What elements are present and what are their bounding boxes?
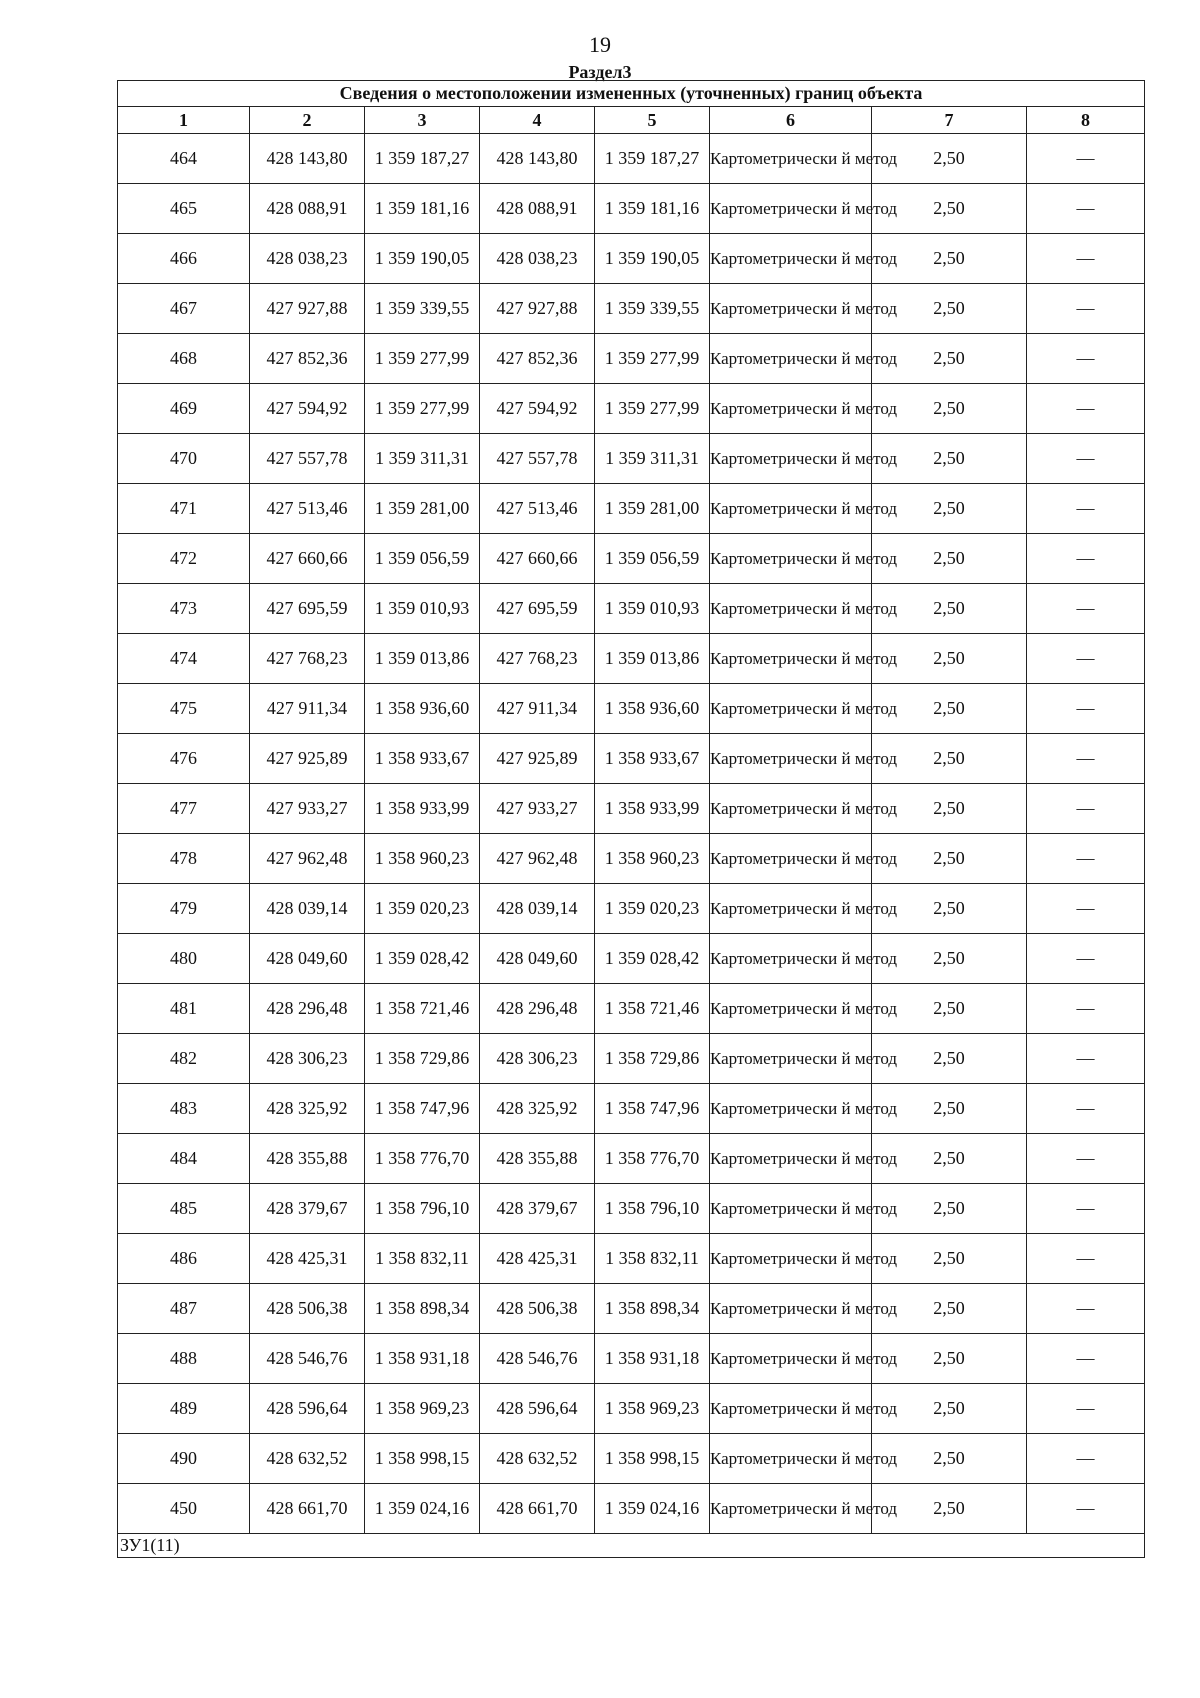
cell-description: — <box>1027 384 1145 434</box>
cell-x-new: 427 933,27 <box>480 784 595 834</box>
cell-y-existing: 1 358 721,46 <box>365 984 480 1034</box>
column-number-1: 1 <box>118 107 250 134</box>
cell-precision: 2,50 <box>872 734 1027 784</box>
cell-y-new: 1 358 936,60 <box>595 684 710 734</box>
cell-y-new: 1 358 933,99 <box>595 784 710 834</box>
cell-y-existing: 1 358 960,23 <box>365 834 480 884</box>
cell-precision: 2,50 <box>872 1384 1027 1434</box>
cell-method: Картометрически й метод <box>710 884 872 934</box>
cell-precision: 2,50 <box>872 434 1027 484</box>
cell-precision: 2,50 <box>872 584 1027 634</box>
cell-point-number: 470 <box>118 434 250 484</box>
cell-precision: 2,50 <box>872 784 1027 834</box>
cell-method: Картометрически й метод <box>710 134 872 184</box>
table-row <box>118 1234 1145 1284</box>
cell-y-new: 1 358 721,46 <box>595 984 710 1034</box>
cell-x-existing: 428 596,64 <box>250 1384 365 1434</box>
column-number-6: 6 <box>710 107 872 134</box>
cell-point-number: 476 <box>118 734 250 784</box>
cell-description: — <box>1027 1134 1145 1184</box>
cell-description: — <box>1027 434 1145 484</box>
cell-y-existing: 1 359 028,42 <box>365 934 480 984</box>
column-number-2: 2 <box>250 107 365 134</box>
cell-y-existing: 1 359 010,93 <box>365 584 480 634</box>
cell-y-existing: 1 358 936,60 <box>365 684 480 734</box>
cell-y-new: 1 359 024,16 <box>595 1484 710 1534</box>
cell-x-new: 427 925,89 <box>480 734 595 784</box>
cell-x-existing: 427 962,48 <box>250 834 365 884</box>
cell-y-new: 1 359 281,00 <box>595 484 710 534</box>
cell-description: — <box>1027 984 1145 1034</box>
cell-point-number: 465 <box>118 184 250 234</box>
cell-method: Картометрически й метод <box>710 1234 872 1284</box>
cell-x-new: 428 049,60 <box>480 934 595 984</box>
cell-precision: 2,50 <box>872 1084 1027 1134</box>
cell-x-new: 428 296,48 <box>480 984 595 1034</box>
cell-description: — <box>1027 884 1145 934</box>
cell-y-existing: 1 359 190,05 <box>365 234 480 284</box>
cell-x-new: 427 513,46 <box>480 484 595 534</box>
cell-x-existing: 427 852,36 <box>250 334 365 384</box>
cell-y-new: 1 359 190,05 <box>595 234 710 284</box>
cell-x-new: 428 039,14 <box>480 884 595 934</box>
cell-description: — <box>1027 1184 1145 1234</box>
cell-description: — <box>1027 1434 1145 1484</box>
cell-point-number: 474 <box>118 634 250 684</box>
cell-method: Картометрически й метод <box>710 834 872 884</box>
cell-precision: 2,50 <box>872 1034 1027 1084</box>
cell-method: Картометрически й метод <box>710 1184 872 1234</box>
cell-x-new: 427 557,78 <box>480 434 595 484</box>
cell-point-number: 468 <box>118 334 250 384</box>
cell-point-number: 478 <box>118 834 250 884</box>
cell-y-new: 1 359 187,27 <box>595 134 710 184</box>
cell-x-existing: 427 927,88 <box>250 284 365 334</box>
cell-y-new: 1 358 776,70 <box>595 1134 710 1184</box>
cell-point-number: 488 <box>118 1334 250 1384</box>
cell-x-new: 427 594,92 <box>480 384 595 434</box>
table-row <box>118 134 1145 184</box>
cell-y-existing: 1 359 277,99 <box>365 334 480 384</box>
cell-y-new: 1 358 931,18 <box>595 1334 710 1384</box>
cell-precision: 2,50 <box>872 684 1027 734</box>
cell-description: — <box>1027 534 1145 584</box>
cell-y-existing: 1 358 969,23 <box>365 1384 480 1434</box>
cell-point-number: 466 <box>118 234 250 284</box>
cell-method: Картометрически й метод <box>710 334 872 384</box>
cell-point-number: 469 <box>118 384 250 434</box>
cell-point-number: 477 <box>118 784 250 834</box>
table-row <box>118 434 1145 484</box>
column-number-3: 3 <box>365 107 480 134</box>
cell-y-new: 1 358 933,67 <box>595 734 710 784</box>
cell-y-existing: 1 359 013,86 <box>365 634 480 684</box>
cell-point-number: 482 <box>118 1034 250 1084</box>
cell-method: Картометрически й метод <box>710 534 872 584</box>
cell-y-new: 1 359 277,99 <box>595 334 710 384</box>
cell-description: — <box>1027 1034 1145 1084</box>
cell-point-number: 471 <box>118 484 250 534</box>
cell-point-number: 450 <box>118 1484 250 1534</box>
cell-y-new: 1 359 311,31 <box>595 434 710 484</box>
cell-y-new: 1 359 013,86 <box>595 634 710 684</box>
table-row <box>118 1034 1145 1084</box>
cell-description: — <box>1027 684 1145 734</box>
cell-method: Картометрически й метод <box>710 484 872 534</box>
cell-x-new: 428 425,31 <box>480 1234 595 1284</box>
cell-method: Картометрически й метод <box>710 434 872 484</box>
table-row <box>118 584 1145 634</box>
cell-precision: 2,50 <box>872 934 1027 984</box>
cell-point-number: 484 <box>118 1134 250 1184</box>
cell-x-new: 428 546,76 <box>480 1334 595 1384</box>
page-number: 19 <box>589 32 611 57</box>
cell-x-new: 427 927,88 <box>480 284 595 334</box>
table-row <box>118 1434 1145 1484</box>
cell-y-new: 1 359 020,23 <box>595 884 710 934</box>
cell-method: Картометрически й метод <box>710 1334 872 1384</box>
cell-y-existing: 1 359 311,31 <box>365 434 480 484</box>
cell-x-new: 427 768,23 <box>480 634 595 684</box>
cell-y-existing: 1 358 998,15 <box>365 1434 480 1484</box>
cell-point-number: 480 <box>118 934 250 984</box>
cell-precision: 2,50 <box>872 1484 1027 1534</box>
section-title: Раздел3 <box>568 62 632 82</box>
table-row <box>118 184 1145 234</box>
cell-x-new: 428 143,80 <box>480 134 595 184</box>
cell-y-existing: 1 359 339,55 <box>365 284 480 334</box>
column-number-row <box>118 107 1145 134</box>
cell-description: — <box>1027 1234 1145 1284</box>
cell-point-number: 485 <box>118 1184 250 1234</box>
cell-method: Картометрически й метод <box>710 1084 872 1134</box>
cell-method: Картометрически й метод <box>710 1484 872 1534</box>
cell-y-new: 1 358 747,96 <box>595 1084 710 1134</box>
cell-precision: 2,50 <box>872 1234 1027 1284</box>
table-row <box>118 1334 1145 1384</box>
table-caption: Сведения о местоположении измененных (уточненных) границ объекта <box>118 81 1145 107</box>
table-row <box>118 334 1145 384</box>
cell-y-existing: 1 358 796,10 <box>365 1184 480 1234</box>
cell-y-new: 1 358 832,11 <box>595 1234 710 1284</box>
cell-y-new: 1 359 277,99 <box>595 384 710 434</box>
cell-description: — <box>1027 1284 1145 1334</box>
cell-y-new: 1 359 181,16 <box>595 184 710 234</box>
cell-y-existing: 1 358 747,96 <box>365 1084 480 1134</box>
cell-x-existing: 427 911,34 <box>250 684 365 734</box>
cell-x-new: 427 962,48 <box>480 834 595 884</box>
cell-y-new: 1 358 898,34 <box>595 1284 710 1334</box>
cell-precision: 2,50 <box>872 884 1027 934</box>
cell-x-new: 428 596,64 <box>480 1384 595 1434</box>
table-row <box>118 884 1145 934</box>
cell-x-existing: 428 632,52 <box>250 1434 365 1484</box>
table-row <box>118 1134 1145 1184</box>
cell-y-new: 1 358 969,23 <box>595 1384 710 1434</box>
cell-description: — <box>1027 634 1145 684</box>
table-row <box>118 1284 1145 1334</box>
cell-x-existing: 428 546,76 <box>250 1334 365 1384</box>
cell-y-new: 1 358 796,10 <box>595 1184 710 1234</box>
cell-description: — <box>1027 584 1145 634</box>
cell-x-existing: 428 049,60 <box>250 934 365 984</box>
cell-method: Картометрически й метод <box>710 984 872 1034</box>
cell-description: — <box>1027 1484 1145 1534</box>
table-row <box>118 1384 1145 1434</box>
cell-precision: 2,50 <box>872 234 1027 284</box>
cell-point-number: 487 <box>118 1284 250 1334</box>
cell-y-existing: 1 359 181,16 <box>365 184 480 234</box>
cell-x-existing: 428 379,67 <box>250 1184 365 1234</box>
cell-description: — <box>1027 784 1145 834</box>
cell-method: Картометрически й метод <box>710 1384 872 1434</box>
table-footer: ЗУ1(11) <box>118 1534 1145 1558</box>
column-number-7: 7 <box>872 107 1027 134</box>
cell-precision: 2,50 <box>872 484 1027 534</box>
cell-method: Картометрически й метод <box>710 934 872 984</box>
cell-point-number: 467 <box>118 284 250 334</box>
cell-precision: 2,50 <box>872 834 1027 884</box>
cell-y-existing: 1 359 281,00 <box>365 484 480 534</box>
cell-x-new: 428 355,88 <box>480 1134 595 1184</box>
cell-description: — <box>1027 134 1145 184</box>
cell-x-existing: 428 325,92 <box>250 1084 365 1134</box>
cell-y-new: 1 359 028,42 <box>595 934 710 984</box>
cell-method: Картометрически й метод <box>710 284 872 334</box>
cell-description: — <box>1027 284 1145 334</box>
cell-point-number: 486 <box>118 1234 250 1284</box>
cell-method: Картометрически й метод <box>710 234 872 284</box>
cell-x-new: 427 911,34 <box>480 684 595 734</box>
cell-method: Картометрически й метод <box>710 684 872 734</box>
cell-x-new: 427 852,36 <box>480 334 595 384</box>
cell-method: Картометрически й метод <box>710 1134 872 1184</box>
cell-y-existing: 1 359 277,99 <box>365 384 480 434</box>
cell-point-number: 490 <box>118 1434 250 1484</box>
cell-x-existing: 428 038,23 <box>250 234 365 284</box>
cell-x-existing: 428 296,48 <box>250 984 365 1034</box>
cell-description: — <box>1027 1084 1145 1134</box>
cell-x-existing: 428 425,31 <box>250 1234 365 1284</box>
cell-precision: 2,50 <box>872 1434 1027 1484</box>
cell-y-new: 1 358 729,86 <box>595 1034 710 1084</box>
cell-description: — <box>1027 234 1145 284</box>
cell-y-existing: 1 359 020,23 <box>365 884 480 934</box>
cell-y-existing: 1 359 056,59 <box>365 534 480 584</box>
cell-description: — <box>1027 484 1145 534</box>
table-row <box>118 1184 1145 1234</box>
column-number-5: 5 <box>595 107 710 134</box>
cell-x-new: 427 660,66 <box>480 534 595 584</box>
table-row <box>118 834 1145 884</box>
cell-point-number: 473 <box>118 584 250 634</box>
cell-description: — <box>1027 834 1145 884</box>
cell-x-existing: 428 355,88 <box>250 1134 365 1184</box>
table-row <box>118 384 1145 434</box>
cell-method: Картометрически й метод <box>710 1284 872 1334</box>
cell-y-existing: 1 358 933,99 <box>365 784 480 834</box>
cell-method: Картометрически й метод <box>710 1034 872 1084</box>
cell-description: — <box>1027 184 1145 234</box>
cell-x-existing: 427 695,59 <box>250 584 365 634</box>
cell-method: Картометрически й метод <box>710 634 872 684</box>
column-number-8: 8 <box>1027 107 1145 134</box>
cell-precision: 2,50 <box>872 634 1027 684</box>
cell-y-new: 1 358 960,23 <box>595 834 710 884</box>
cell-x-new: 428 325,92 <box>480 1084 595 1134</box>
cell-description: — <box>1027 934 1145 984</box>
cell-y-existing: 1 359 024,16 <box>365 1484 480 1534</box>
cell-precision: 2,50 <box>872 984 1027 1034</box>
cell-y-existing: 1 358 933,67 <box>365 734 480 784</box>
cell-method: Картометрически й метод <box>710 734 872 784</box>
cell-x-new: 428 306,23 <box>480 1034 595 1084</box>
cell-y-existing: 1 358 776,70 <box>365 1134 480 1184</box>
cell-y-new: 1 359 056,59 <box>595 534 710 584</box>
cell-precision: 2,50 <box>872 334 1027 384</box>
cell-method: Картометрически й метод <box>710 184 872 234</box>
table-row <box>118 284 1145 334</box>
table-row <box>118 934 1145 984</box>
cell-x-existing: 428 306,23 <box>250 1034 365 1084</box>
cell-precision: 2,50 <box>872 1134 1027 1184</box>
table-row <box>118 734 1145 784</box>
cell-x-existing: 428 661,70 <box>250 1484 365 1534</box>
cell-x-existing: 427 660,66 <box>250 534 365 584</box>
cell-description: — <box>1027 1334 1145 1384</box>
cell-point-number: 472 <box>118 534 250 584</box>
cell-point-number: 489 <box>118 1384 250 1434</box>
cell-precision: 2,50 <box>872 1184 1027 1234</box>
cell-precision: 2,50 <box>872 384 1027 434</box>
cell-y-new: 1 359 339,55 <box>595 284 710 334</box>
cell-x-existing: 428 088,91 <box>250 184 365 234</box>
cell-precision: 2,50 <box>872 134 1027 184</box>
cell-precision: 2,50 <box>872 1284 1027 1334</box>
table-row <box>118 484 1145 534</box>
cell-precision: 2,50 <box>872 284 1027 334</box>
table-row <box>118 684 1145 734</box>
cell-method: Картометрически й метод <box>710 584 872 634</box>
cell-x-new: 428 661,70 <box>480 1484 595 1534</box>
cell-x-existing: 427 768,23 <box>250 634 365 684</box>
cell-x-existing: 427 925,89 <box>250 734 365 784</box>
table-row <box>118 784 1145 834</box>
table-row <box>118 984 1145 1034</box>
cell-point-number: 483 <box>118 1084 250 1134</box>
table-row <box>118 234 1145 284</box>
cell-y-existing: 1 358 898,34 <box>365 1284 480 1334</box>
table-row <box>118 1484 1145 1534</box>
cell-point-number: 481 <box>118 984 250 1034</box>
cell-method: Картометрически й метод <box>710 384 872 434</box>
boundary-coordinates-table <box>117 80 1145 1558</box>
cell-x-existing: 428 143,80 <box>250 134 365 184</box>
cell-y-new: 1 358 998,15 <box>595 1434 710 1484</box>
table-body <box>118 134 1145 1534</box>
cell-point-number: 464 <box>118 134 250 184</box>
cell-y-existing: 1 359 187,27 <box>365 134 480 184</box>
cell-point-number: 479 <box>118 884 250 934</box>
cell-y-existing: 1 358 832,11 <box>365 1234 480 1284</box>
cell-x-existing: 427 557,78 <box>250 434 365 484</box>
cell-description: — <box>1027 1384 1145 1434</box>
cell-x-new: 428 038,23 <box>480 234 595 284</box>
cell-description: — <box>1027 734 1145 784</box>
cell-description: — <box>1027 334 1145 384</box>
table-row <box>118 534 1145 584</box>
cell-x-existing: 428 039,14 <box>250 884 365 934</box>
cell-point-number: 475 <box>118 684 250 734</box>
table-row <box>118 634 1145 684</box>
cell-method: Картометрически й метод <box>710 784 872 834</box>
cell-x-existing: 428 506,38 <box>250 1284 365 1334</box>
cell-x-existing: 427 933,27 <box>250 784 365 834</box>
cell-x-existing: 427 513,46 <box>250 484 365 534</box>
cell-x-new: 428 088,91 <box>480 184 595 234</box>
cell-method: Картометрически й метод <box>710 1434 872 1484</box>
cell-precision: 2,50 <box>872 1334 1027 1384</box>
cell-y-existing: 1 358 931,18 <box>365 1334 480 1384</box>
cell-x-new: 427 695,59 <box>480 584 595 634</box>
cell-y-new: 1 359 010,93 <box>595 584 710 634</box>
cell-x-existing: 427 594,92 <box>250 384 365 434</box>
cell-x-new: 428 506,38 <box>480 1284 595 1334</box>
cell-precision: 2,50 <box>872 534 1027 584</box>
cell-y-existing: 1 358 729,86 <box>365 1034 480 1084</box>
cell-x-new: 428 379,67 <box>480 1184 595 1234</box>
table-row <box>118 1084 1145 1134</box>
cell-x-new: 428 632,52 <box>480 1434 595 1484</box>
column-number-4: 4 <box>480 107 595 134</box>
cell-precision: 2,50 <box>872 184 1027 234</box>
